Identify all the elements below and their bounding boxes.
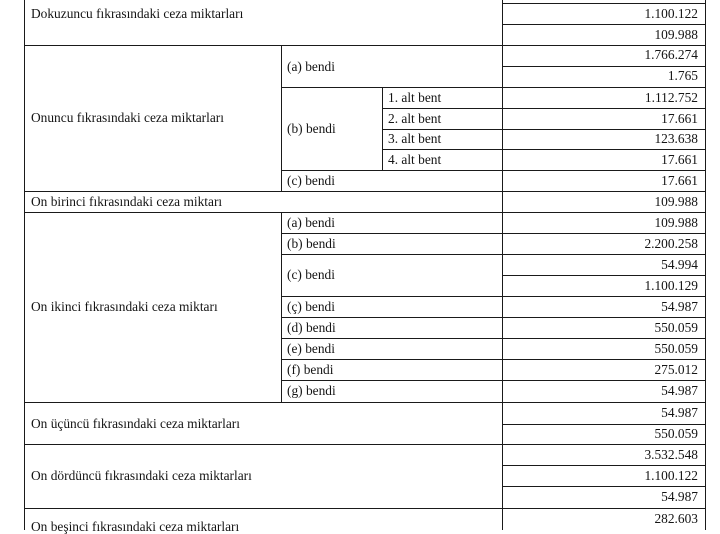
row-label-dokuzuncu: Dokuzuncu fıkrasındaki ceza miktarları <box>31 6 244 21</box>
value-cell: 3.532.548 <box>644 447 698 462</box>
section-line <box>24 45 706 46</box>
row-line <box>281 359 706 360</box>
value-cell: 109.988 <box>654 27 698 42</box>
row-line <box>502 275 706 276</box>
row-line <box>281 87 706 88</box>
value-cell: 550.059 <box>654 341 698 356</box>
value-cell: 54.987 <box>661 489 698 504</box>
table-border-right <box>705 0 706 530</box>
value-cell: 2.200.258 <box>644 236 698 251</box>
value-cell: 109.988 <box>654 194 698 209</box>
row-label-on-besinci: On beşinci fıkrasındaki ceza miktarları <box>31 519 240 534</box>
alt-bent-label: 1. alt bent <box>388 90 442 105</box>
value-cell: 1.765 <box>667 68 698 83</box>
bent-label-a: (a) bendi <box>287 215 335 230</box>
section-line <box>24 444 706 445</box>
value-cell: 17.661 <box>661 173 698 188</box>
section-line <box>24 191 706 192</box>
alt-bent-label: 2. alt bent <box>388 111 442 126</box>
alt-bent-label: 4. alt bent <box>388 152 442 167</box>
value-cell: 17.661 <box>661 152 698 167</box>
value-cell: 550.059 <box>654 320 698 335</box>
value-cell: 1.100.122 <box>644 6 698 21</box>
value-cell: 1.112.752 <box>644 90 698 105</box>
bent-label-c: (c) bendi <box>287 267 335 282</box>
row-line <box>281 296 706 297</box>
bent-label-b: (b) bendi <box>287 121 336 136</box>
value-cell: 54.994 <box>661 257 698 272</box>
row-label-on-ikinci: On ikinci fıkrasındaki ceza miktarı <box>31 299 218 314</box>
bent-label-b: (b) bendi <box>287 236 336 251</box>
bent-label-a: (a) bendi <box>287 59 335 74</box>
bent-label-f: (f) bendi <box>287 362 334 377</box>
value-cell: 54.987 <box>661 383 698 398</box>
row-label-on-ucuncu: On üçüncü fıkrasındaki ceza miktarları <box>31 416 240 431</box>
row-label-on-dorduncu: On dördüncü fıkrasındaki ceza miktarları <box>31 468 252 483</box>
row-line <box>382 149 706 150</box>
bent-label-g: (g) bendi <box>287 383 336 398</box>
row-line <box>382 108 706 109</box>
value-cell: 550.059 <box>654 426 698 441</box>
value-cell: 54.987 <box>661 405 698 420</box>
value-cell: 282.603 <box>654 511 698 526</box>
row-line <box>502 24 706 25</box>
row-line <box>281 233 706 234</box>
value-cell: 1.100.122 <box>644 468 698 483</box>
row-line <box>382 129 706 130</box>
value-cell: 123.638 <box>654 131 698 146</box>
section-line <box>24 508 706 509</box>
bent-label-c: (c) bendi <box>287 173 335 188</box>
bent-label-e: (e) bendi <box>287 341 335 356</box>
row-label-on-birinci: On birinci fıkrasındaki ceza miktarı <box>31 194 223 209</box>
row-line-top <box>502 3 706 4</box>
section-line <box>24 402 706 403</box>
value-cell: 1.100.129 <box>644 278 698 293</box>
value-cell: 1.766.274 <box>644 47 698 62</box>
bent-column-divider-on-ikinci <box>281 212 282 402</box>
row-line <box>281 380 706 381</box>
row-line <box>502 486 706 487</box>
alt-bent-label: 3. alt bent <box>388 131 442 146</box>
row-label-onuncu: Onuncu fıkrasındaki ceza miktarları <box>31 110 224 125</box>
value-cell: 275.012 <box>654 362 698 377</box>
table-border-left <box>24 0 25 530</box>
row-line <box>281 170 706 171</box>
row-line <box>502 66 706 67</box>
row-line <box>281 317 706 318</box>
row-line <box>502 424 706 425</box>
row-line <box>502 465 706 466</box>
row-line <box>281 338 706 339</box>
row-line <box>281 254 706 255</box>
value-cell: 54.987 <box>661 299 698 314</box>
section-line <box>24 212 706 213</box>
value-column-divider <box>502 0 503 530</box>
bent-label-cc: (ç) bendi <box>287 299 335 314</box>
value-cell: 17.661 <box>661 111 698 126</box>
value-cell: 109.988 <box>654 215 698 230</box>
bent-label-d: (d) bendi <box>287 320 336 335</box>
